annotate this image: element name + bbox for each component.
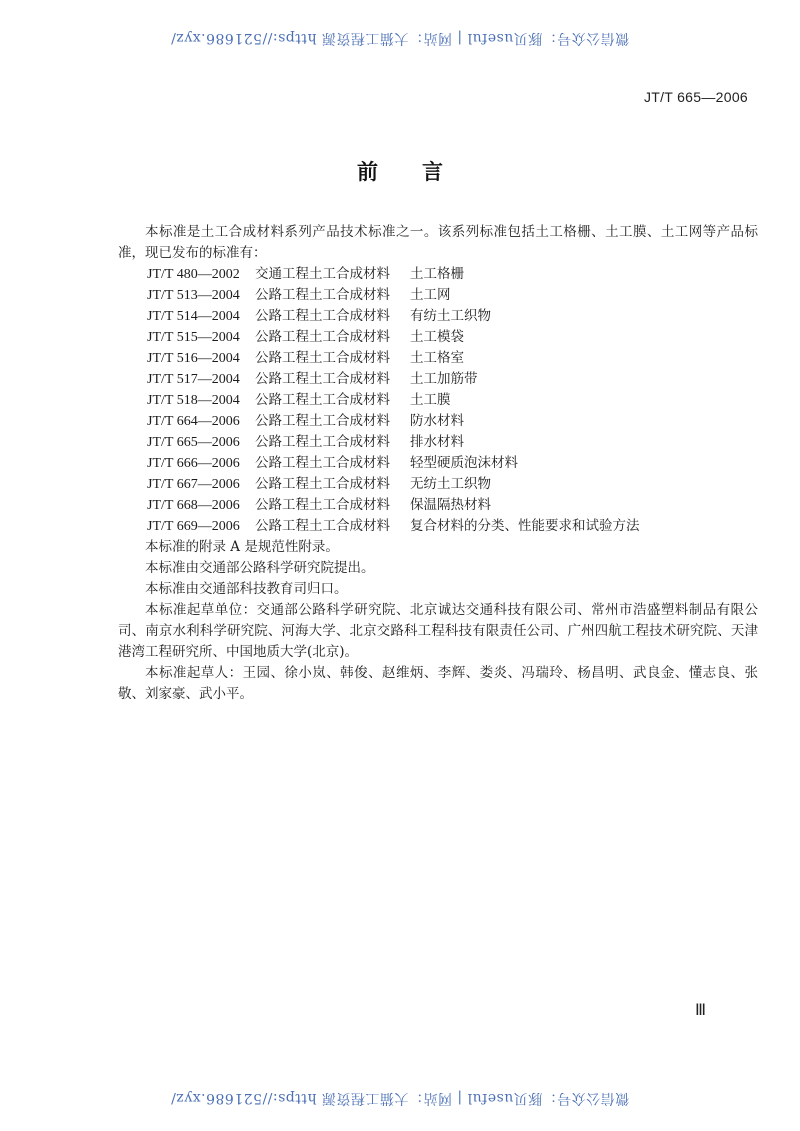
standard-code: JT/T 516—2004 (147, 351, 240, 366)
drafters-paragraph: 本标准起草人：王园、徐小岚、韩俊、赵维炳、李辉、娄炎、冯瑞玲、杨昌明、武良金、懂志良、张敬、刘家豪、武小平。 (118, 665, 758, 702)
standard-code: JT/T 514—2004 (147, 309, 240, 324)
list-item (118, 495, 758, 516)
drafting-units-paragraph: 本标准起草单位：交通部公路科学研究院、北京诚达交通科技有限公司、常州市浩盛塑料制品有限公司、南京水利科学研究院、河海大学、北京交路科工程科技有限责任公司、广州四航工程技术研究院、天津港湾工程研究所、中国地质大学(北京)。 (118, 602, 758, 660)
list-item (118, 390, 758, 411)
watermark-bottom: 微信公众号：豚贝useful | 网站：大猫工程资源 https://521686.xyz/ (170, 1090, 630, 1106)
standard-name: 土工加筋带 (410, 371, 478, 387)
standard-name: 土工格栅 (410, 266, 464, 282)
standard-code: JT/T 517—2004 (147, 372, 240, 387)
standard-series: 交通工程土工合成材料 (255, 266, 390, 282)
standard-series: 公路工程土工合成材料 (255, 329, 390, 345)
intro-paragraph: 本标准是土工合成材料系列产品技术标准之一。该系列标准包括土工格栅、土工膜、土工网等产品标准，现已发布的标准有： (118, 224, 758, 261)
standard-code: JT/T 667—2006 (147, 477, 240, 492)
standard-name: 复合材料的分类、性能要求和试验方法 (410, 518, 640, 534)
list-item (118, 474, 758, 495)
standard-code: JT/T 669—2006 (147, 519, 240, 534)
foreword-body (118, 222, 758, 705)
standard-name: 土工网 (410, 287, 451, 303)
standard-code: JT/T 518—2004 (147, 393, 240, 408)
standard-name: 土工模袋 (410, 329, 464, 345)
standard-series: 公路工程土工合成材料 (255, 518, 390, 534)
standard-series: 公路工程土工合成材料 (255, 497, 390, 513)
list-item (118, 348, 758, 369)
list-item (118, 327, 758, 348)
standard-name: 防水材料 (410, 413, 464, 429)
standard-code: JT/T 668—2006 (147, 498, 240, 513)
standard-series: 公路工程土工合成材料 (255, 455, 390, 471)
standard-code: JT/T 664—2006 (147, 414, 240, 429)
standard-name: 土工膜 (410, 392, 451, 408)
list-item (118, 285, 758, 306)
standards-list (118, 264, 758, 537)
standard-series: 公路工程土工合成材料 (255, 413, 390, 429)
standard-series: 公路工程土工合成材料 (255, 392, 390, 408)
list-item (118, 306, 758, 327)
standard-name: 有纺土工织物 (410, 308, 491, 324)
standard-series: 公路工程土工合成材料 (255, 308, 390, 324)
list-item (118, 411, 758, 432)
page-title: 前言 (357, 160, 487, 184)
managed-by-note: 本标准由交通部科技教育司归口。 (145, 581, 348, 597)
list-item (118, 264, 758, 285)
standard-series: 公路工程土工合成材料 (255, 434, 390, 450)
list-item (118, 516, 758, 537)
standard-series: 公路工程土工合成材料 (255, 350, 390, 366)
standard-series: 公路工程土工合成材料 (255, 371, 390, 387)
watermark-top: 微信公众号：豚贝useful | 网站：大猫工程资源 https://521686.xyz/ (170, 30, 630, 46)
list-item (118, 453, 758, 474)
standard-name: 轻型硬质泡沫材料 (410, 455, 518, 471)
standard-name: 排水材料 (410, 434, 464, 450)
standard-series: 公路工程土工合成材料 (255, 287, 390, 303)
standard-code-header: JT/T 665—2006 (643, 89, 748, 105)
standard-name: 土工格室 (410, 350, 464, 366)
standard-name: 无纺土工织物 (410, 476, 491, 492)
standard-code: JT/T 665—2006 (147, 435, 240, 450)
standard-code: JT/T 666—2006 (147, 456, 240, 471)
standard-series: 公路工程土工合成材料 (255, 476, 390, 492)
standard-code: JT/T 513—2004 (147, 288, 240, 303)
list-item (118, 369, 758, 390)
standard-code: JT/T 480—2002 (147, 267, 240, 282)
page-number: Ⅲ (695, 1002, 706, 1019)
appendix-note: 本标准的附录 A 是规范性附录。 (145, 539, 339, 555)
standard-code: JT/T 515—2004 (147, 330, 240, 345)
standard-name: 保温隔热材料 (410, 497, 491, 513)
proposed-by-note: 本标准由交通部公路科学研究院提出。 (145, 560, 375, 576)
list-item (118, 432, 758, 453)
